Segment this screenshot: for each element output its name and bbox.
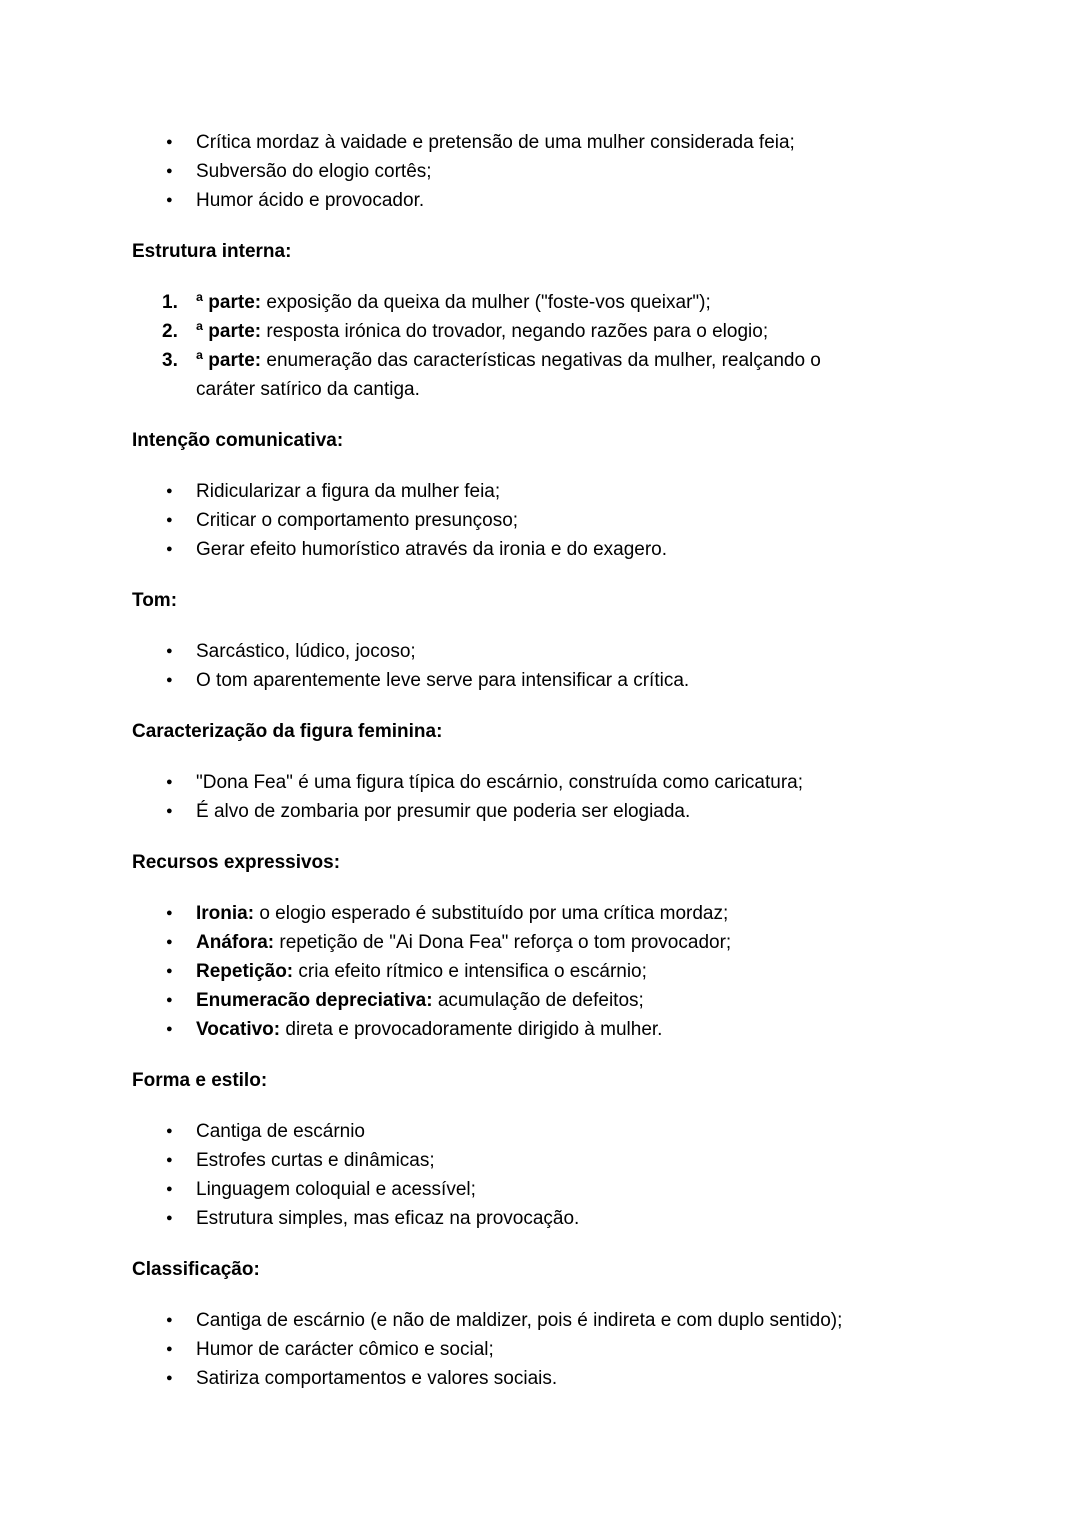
numbered-list: [132, 288, 962, 404]
list-item: [132, 317, 962, 346]
term: Ironia:: [196, 903, 255, 924]
section-heading-tom: Tom:: [132, 590, 178, 611]
list-item-text: Humor ácido e provocador.: [196, 190, 425, 211]
list-item-text: Ridicularizar a figura da mulher feia;: [196, 481, 501, 502]
list-number: 3.: [162, 350, 178, 371]
list-item-text: Subversão do elogio cortês;: [196, 161, 432, 182]
bullet-icon: ●: [166, 1343, 173, 1355]
list-item-text: É alvo de zombaria por presumir que poderia ser elogiada.: [196, 801, 691, 822]
list-item-text: [196, 928, 962, 957]
bullet-icon: ●: [166, 805, 173, 817]
list-item: [132, 1117, 962, 1146]
bullet-icon: ●: [166, 936, 173, 948]
list-item: [132, 1364, 962, 1393]
list-item-text: [196, 317, 962, 346]
list-item: [132, 986, 962, 1015]
bullet-list: [132, 899, 962, 1044]
bullet-list: [132, 128, 962, 215]
list-item: [132, 1015, 962, 1044]
bullet-icon: ●: [166, 165, 173, 177]
bullet-list: [132, 768, 962, 826]
section-heading-classificacao: Classificação:: [132, 1259, 260, 1280]
term: Repetição:: [196, 961, 294, 982]
list-item: [132, 128, 962, 157]
list-item-text: [196, 288, 962, 317]
bullet-icon: ●: [166, 485, 173, 497]
section-heading-caracterizacao-figura-feminina: Caracterização da figura feminina:: [132, 721, 443, 742]
bullet-icon: ●: [166, 194, 173, 206]
definition: enumeração das características negativas da mulher, realçando o caráter satírico da cantiga.: [196, 350, 821, 400]
section-heading-intencao-comunicativa: Intenção comunicativa:: [132, 430, 344, 451]
bullet-list: [132, 637, 962, 695]
bullet-icon: ●: [166, 543, 173, 555]
list-item-text: Crítica mordaz à vaidade e pretensão de uma mulher considerada feia;: [196, 132, 795, 153]
definition: resposta irónica do trovador, negando razões para o elogio;: [261, 321, 769, 342]
bullet-icon: ●: [166, 1154, 173, 1166]
term: Vocativo:: [196, 1019, 281, 1040]
bullet-icon: ●: [166, 1183, 173, 1195]
list-item: [132, 1306, 962, 1335]
list-item-text: Estrofes curtas e dinâmicas;: [196, 1150, 435, 1171]
list-item: [132, 637, 962, 666]
bullet-list: [132, 1306, 962, 1393]
list-item-text: Humor de carácter cômico e social;: [196, 1339, 494, 1360]
list-item: [132, 957, 962, 986]
list-item-text: [196, 1015, 962, 1044]
term: ª parte:: [196, 292, 262, 313]
list-item: [132, 1146, 962, 1175]
list-item-text: [196, 346, 962, 404]
list-item-text: [196, 957, 962, 986]
bullet-icon: ●: [166, 1212, 173, 1224]
list-item: [132, 157, 962, 186]
list-item: [132, 768, 962, 797]
bullet-icon: ●: [166, 514, 173, 526]
list-item-text: [196, 899, 962, 928]
list-item-text: Cantiga de escárnio: [196, 1121, 365, 1142]
list-item-text: "Dona Fea" é uma figura típica do escárnio, construída como caricatura;: [196, 772, 804, 793]
section-heading-recursos-expressivos: Recursos expressivos:: [132, 852, 341, 873]
term: Anáfora:: [196, 932, 275, 953]
bullet-icon: ●: [166, 776, 173, 788]
list-item: [132, 506, 962, 535]
list-item: [132, 186, 962, 215]
bullet-icon: ●: [166, 965, 173, 977]
bullet-icon: ●: [166, 645, 173, 657]
list-item-text: Linguagem coloquial e acessível;: [196, 1179, 476, 1200]
list-item-text: Sarcástico, lúdico, jocoso;: [196, 641, 416, 662]
term: ª parte:: [196, 350, 262, 371]
definition: exposição da queixa da mulher ("foste-vos queixar");: [261, 292, 711, 313]
bullet-icon: ●: [166, 1125, 173, 1137]
list-item: [132, 928, 962, 957]
list-number: 1.: [162, 292, 178, 313]
definition: repetição de "Ai Dona Fea" reforça o tom provocador;: [274, 932, 732, 953]
section-heading-forma-e-estilo: Forma e estilo:: [132, 1070, 268, 1091]
term: Enumeracão depreciativa:: [196, 990, 433, 1011]
list-number: 2.: [162, 321, 178, 342]
bullet-icon: ●: [166, 1023, 173, 1035]
list-item: [132, 288, 962, 317]
list-item-text: Estrutura simples, mas eficaz na provocação.: [196, 1208, 580, 1229]
bullet-list: [132, 1117, 962, 1233]
bullet-icon: ●: [166, 907, 173, 919]
list-item: [132, 1175, 962, 1204]
bullet-icon: ●: [166, 136, 173, 148]
list-item-text: Cantiga de escárnio (e não de maldizer, pois é indireta e com duplo sentido);: [196, 1310, 843, 1331]
definition: cria efeito rítmico e intensifica o escárnio;: [293, 961, 647, 982]
definition: acumulação de defeitos;: [432, 990, 644, 1011]
definition: direta e provocadoramente dirigido à mulher.: [280, 1019, 663, 1040]
term: ª parte:: [196, 321, 262, 342]
bullet-icon: ●: [166, 674, 173, 686]
list-item-text: Satiriza comportamentos e valores sociais.: [196, 1368, 558, 1389]
bullet-icon: ●: [166, 1314, 173, 1326]
list-item: [132, 797, 962, 826]
list-item: [132, 346, 962, 404]
bullet-icon: ●: [166, 994, 173, 1006]
definition: o elogio esperado é substituído por uma crítica mordaz;: [254, 903, 729, 924]
list-item: [132, 477, 962, 506]
list-item: [132, 535, 962, 564]
list-item: [132, 666, 962, 695]
list-item: [132, 1335, 962, 1364]
list-item: [132, 899, 962, 928]
section-heading-estrutura-interna: Estrutura interna:: [132, 241, 292, 262]
list-item: [132, 1204, 962, 1233]
list-item-text: O tom aparentemente leve serve para intensificar a crítica.: [196, 670, 690, 691]
list-item-text: Gerar efeito humorístico através da ironia e do exagero.: [196, 539, 668, 560]
bullet-list: [132, 477, 962, 564]
bullet-icon: ●: [166, 1372, 173, 1384]
list-item-text: [196, 986, 962, 1015]
list-item-text: Criticar o comportamento presunçoso;: [196, 510, 519, 531]
